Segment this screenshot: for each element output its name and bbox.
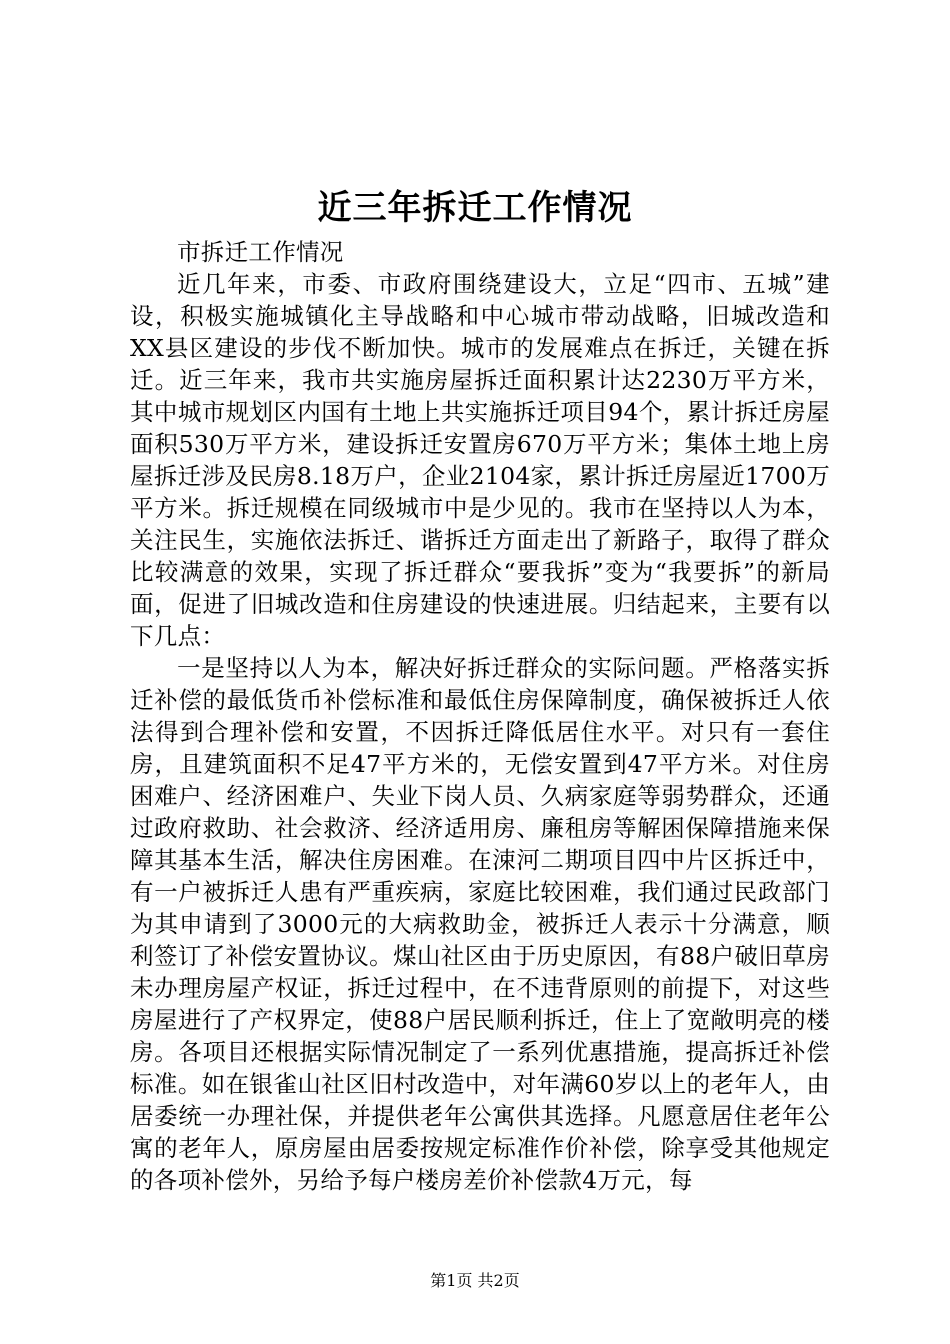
- paragraph-subtitle: 市拆迁工作情况: [177, 238, 344, 266]
- paragraph-intro: 近几年来，市委、市政府围绕建设大，立足“四市、五城”建设，积极实施城镇化主导战略和中心城市带动战略，旧城改造和XX县区建设的步伐不断加快。城市的发展难点在拆迁，关键在拆迁。近三年来，我市共实施房屋拆迁面积累计达2230万平方米，其中城市规划区内国有土地上共实施拆迁项目94个，累计拆迁房屋面积530万平方米，建设拆迁安置房670万平方米；集体土地上房屋拆迁涉及民房8.18万户，企业2104家，累计拆迁房屋近1700万平方米。拆迁规模在同级城市中是少见的。我市在坚持以人为本，关注民生，实施依法拆迁、谐拆迁方面走出了新路子，取得了群众比较满意的效果，实现了拆迁群众“要我拆”变为“我要拆”的新局面，促进了旧城改造和住房建设的快速进展。归结起来，主要有以下几点：: [130, 270, 830, 650]
- page-footer: 第1页 共2页: [430, 1271, 520, 1290]
- paragraph-point-one: 一是坚持以人为本，解决好拆迁群众的实际问题。严格落实拆迁补偿的最低货币补偿标准和最低住房保障制度，确保被拆迁人依法得到合理补偿和安置，不因拆迁降低居住水平。对只有一套住房，且建筑面积不足47平方米的，无偿安置到47平方米。对住房困难户、经济困难户、失业下岗人员、久病家庭等弱势群众，还通过政府救助、社会救济、经济适用房、廉租房等解困保障措施来保障其基本生活，解决住房困难。在涑河二期项目四中片区拆迁中，有一户被拆迁人患有严重疾病，家庭比较困难，我们通过民政部门为其申请到了3000元的大病救助金，被拆迁人表示十分满意，顺利签订了补偿安置协议。煤山社区由于历史原因，有88户破旧草房未办理房屋产权证，拆迁过程中，在不违背原则的前提下，对这些房屋进行了产权界定，使88户居民顺利拆迁，住上了宽敞明亮的楼房。各项目还根据实际情况制定了一系列优惠措施，提高拆迁补偿标准。如在银雀山社区旧村改造中，对年满60岁以上的老年人，由居委统一办理社保，并提供老年公寓供其选择。凡愿意居住老年公寓的老年人，原房屋由居委按规定标准作价补偿，除享受其他规定的各项补偿外，另给予每户楼房差价补偿款4万元，每: [130, 654, 830, 1194]
- document-title: 近三年拆迁工作情况: [317, 188, 633, 228]
- document-body: [130, 236, 830, 1196]
